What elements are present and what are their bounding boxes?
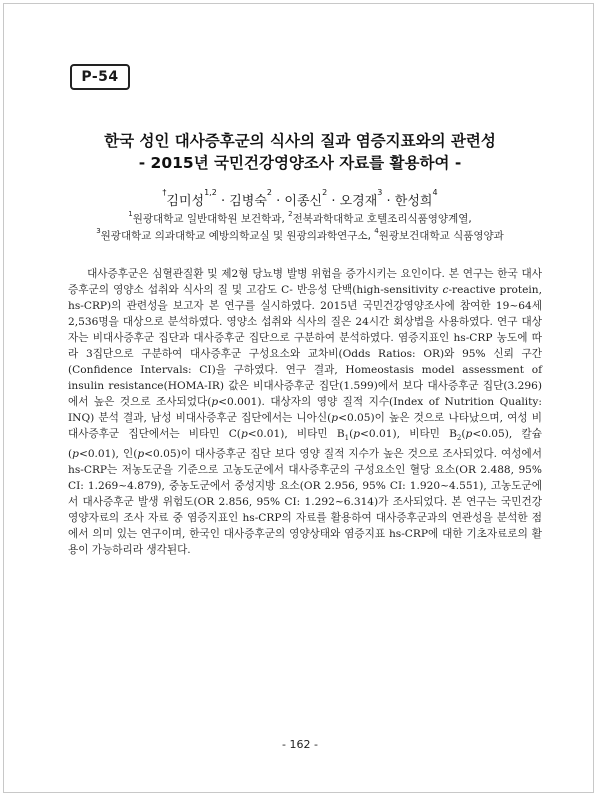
abstract-subscript: 1: [344, 434, 350, 443]
affiliation-number: 2: [288, 210, 293, 218]
author-separator: ·: [216, 194, 230, 209]
abstract-subscript: 2: [456, 434, 462, 443]
abstract-italic: p: [211, 396, 219, 408]
abstract-text: <0.05)이 대사증후군 집단 보다 영양 질적 지수가 높은 것으로 조사되었다. 여성에서 hs-CRP는 저농도군을 기준으로 고농도군에서 대사증후군의 구성요소인 혈당 요소(OR 2.488, 95% CI: 1.269~4.879), 중농도군에서 중성지방 요소(OR 2.956, 95% CI: 1.920~4.551), 고농도군에서 대사증후군 발생 위험도(OR 2.856, 95% CI: 1.292~6.314)가 조사되었다. 본 연구는 국민건강영양자료의 조사 자료 중 염증지표인 hs-CRP의 자료를 활용하여 대사증후군과의 연관성을 분석한 점에서 의미 있는 연구이며, 한국인 대사증후군의 영양상태와 염증지표 hs-CRP에 대한 기초자료로의 활용이 가능하리라 생각된다.: [68, 448, 542, 557]
affiliation-number: 3: [96, 227, 101, 235]
abstract-text: <0.05), 칼슘(: [68, 428, 542, 461]
author-affil-ref: 3: [377, 188, 383, 197]
abstract-italic: c: [442, 284, 449, 296]
author-list: [0, 190, 600, 209]
affiliation-line-1: [0, 211, 600, 226]
abstract: [68, 266, 542, 558]
abstract-text: (: [461, 428, 466, 440]
affiliation-text: 원광대학교 의과대학교 예방의학교실 및 원광의과학연구소,: [100, 230, 375, 242]
affiliation-text: 원광대학교 일반대학원 보건학과,: [132, 213, 289, 225]
paper-title: 한국 성인 대사증후군의 식사의 질과 염증지표와의 관련성: [104, 132, 496, 150]
poster-number: P-54: [81, 69, 119, 85]
abstract-text: <0.01), 비타민 B: [247, 428, 345, 440]
author-affil-ref: 4: [432, 188, 438, 197]
abstract-text: (: [349, 428, 354, 440]
abstract-italic: p: [353, 428, 361, 440]
abstract-text: <0.05)이 높은 것으로 나타났으며, 여성 비대사증후군 집단에서는 비타민 C(: [68, 412, 542, 440]
author-separator: ·: [327, 194, 340, 209]
abstract-italic: p: [240, 428, 248, 440]
author-separator: ·: [272, 194, 285, 209]
author-affil-ref: 1,2: [204, 188, 217, 197]
author-affil-ref: 2: [322, 188, 328, 197]
abstract-paragraph: [68, 266, 542, 558]
paper-subtitle: - 2015년 국민건강영양조사 자료를 활용하여 -: [138, 154, 462, 172]
author-affil-ref: 2: [266, 188, 273, 197]
abstract-text: 대사증후군은 심혈관질환 및 제2형 당뇨병 발병 위험을 증가시키는 요인이다. 본 연구는 한국 대사증후군의 영양소 섭취와 식사의 질 및 고감도 C- 반응성 단백(high-sensitivity: [68, 268, 542, 296]
abstract-italic: p: [137, 448, 145, 461]
abstract-italic: p: [465, 428, 473, 440]
author-name: 김미성: [166, 194, 205, 209]
author-name: 김병숙: [229, 194, 267, 209]
affiliation-text: 원광보건대학교 식품영양과: [378, 230, 504, 242]
abstract-text: -reactive protein, hs-CRP)의 관련성을 보고자 본 연구를 실시하였다. 2015년 국민건강영양조사에 참여한 19~64세 2,536명을 대상으로 분석하였다. 영양소 섭취와 식사의 질은 24시간 회상법을 사용하였다. 연구 대상자는 비대사증후군 집단과 대사증후군 집단으로 구분하여 분석하였다. 염증지표인 hs-CRP 농도에 따라 3집단으로 구분하여 대사증후군 구성요소와 교차비(Odds Ratios: OR)와 95% 신뢰 구간(Confidence Intervals: CI)을 구하였다. 연구 결과, Homeostasis model assessment of insulin resistance(HOMA-IR) 값은 비대사증후군 집단(1.599)에서 보다 대사증후군 집단(3.296)에서 높은 것으로 조사되었다(: [68, 284, 542, 408]
author-name: 오경재: [339, 194, 378, 209]
affiliation-number: 4: [374, 227, 379, 235]
affiliation-text: 전북과학대학교 호텔조리식품영양계열,: [292, 213, 472, 225]
affiliation-line-2: [0, 228, 600, 243]
page-number: - 162 -: [282, 738, 318, 751]
abstract-text: <0.001). 대상자의 영양 질적 지수(Index of Nutrition Quality: INQ) 분석 결과, 남성 비대사증후군 집단에서는 니아신(: [68, 396, 542, 424]
affiliation-number: 1: [128, 210, 133, 218]
poster-number-badge: [70, 64, 130, 90]
abstract-italic: p: [331, 412, 339, 424]
abstract-text: <0.01), 인(: [78, 448, 138, 461]
author-separator: ·: [382, 194, 395, 209]
abstract-italic: p: [72, 448, 79, 461]
author-mark: †: [162, 188, 167, 197]
abstract-text: <0.01), 비타민 B: [360, 428, 457, 440]
author-name: 한성희: [394, 194, 433, 209]
author-name: 이종신: [284, 194, 323, 209]
